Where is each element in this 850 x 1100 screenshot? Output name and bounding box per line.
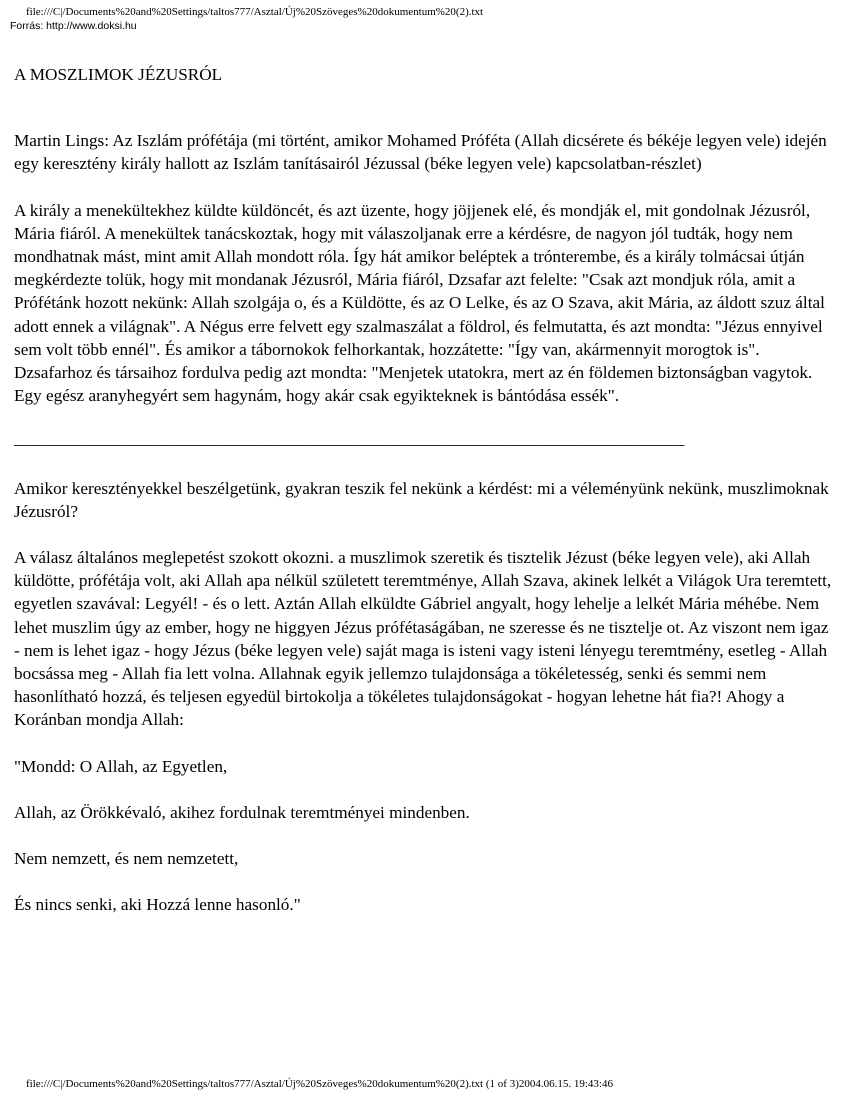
paragraph-answer: A válasz általános meglepetést szokott okozni. a muszlimok szeretik és tisztelik Jézust (béke legyen vele), aki Allah küldötte, prófétája volt, aki Allah apa nélkül született teremtménye, Allah Szava, akinek lelkét a Világok Ura teremtett, egyetlen szavával: Legyél! - és o lett. Aztán Allah elküldte Gábriel angyalt, hogy lehelje a lelkét Mária méhébe. Nem lehet muszlim úgy az ember, hogy ne higgyen Jézus prófétaságában, ne szeresse és ne tisztelje ot. Az viszont nem igaz - nem is lehet igaz - hogy Jézus (béke legyen vele) saját maga is isteni vagy isteni lényegu teremtmény, esetleg - Allah bocsássa meg - Allah fia lett volna. Allahnak egyik jellemzo tulajdonsága a tökéletesség, senki és semmi nem hasonlítható hozzá, és teljesen egyedül birtokolja a tökéletes tulajdonságokat - hogyan lehetne hát fia?! Ahogy a Koránban mondja Allah: [14, 548, 832, 730]
quran-verse-2: Allah, az Örökkévaló, akihez fordulnak teremtményei mindenben. [14, 802, 470, 822]
paragraph-intro: Martin Lings: Az Iszlám prófétája (mi történt, amikor Mohamed Próféta (Allah dicsérete és békéje legyen vele) idején egy keresztény király hallott az Iszlám tanításairól Jézussal (béke legyen vele) kapcsolatban-részlet) [14, 131, 827, 174]
divider-line: ______________________________________________________________________________ [14, 429, 685, 449]
paragraph-question: Amikor keresztényekkel beszélgetünk, gyakran teszik fel nekünk a kérdést: mi a véleményünk nekünk, muszlimoknak Jézusról? [14, 478, 829, 521]
quran-verse-4: És nincs senki, aki Hozzá lenne hasonló." [14, 895, 301, 915]
document-body [14, 63, 834, 916]
quran-verse-1: "Mondd: O Allah, az Egyetlen, [14, 756, 228, 776]
paragraph-story: A király a menekültekhez küldte küldöncét, és azt üzente, hogy jöjjenek elé, és mondják el, mit gondolnak Jézusról, Mária fiáról. A menekültek tanácskoztak, hogy mit válaszoljanak erre a kérdésre, de nagyon jól tudták, hogy nem mondhatnak mást, mint amit Allah mondott róla. Így hát amikor beléptek a trónterembe, és a király tolmácsai útján megkérdezte tolük, hogy mit mondanak Jézusról, Mária fiáról, Dzsafar azt felelte: "Csak azt mondjuk róla, amit a Prófétánk hozott nekünk: Allah szolgája o, és a Küldötte, és az O Lelke, és az O Szava, akit Mária, az áldott szuz által adott ennek a világnak". A Négus erre felvett egy szalmaszálat a földrol, és felmutatta, és azt mondta: "Jézus ennyivel sem volt több ennél". És amikor a tábornokok felhorkantak, hozzátette: "Így van, akármennyit morogtok is". Dzsafarhoz és társaihoz fordulva pedig azt mondta: "Menjetek utatokra, mert az én földemen biztonságban vagytok. Egy egész aranyhegyért sem hagynám, hogy akár csak egyikteknek is bántódása essék". [14, 200, 825, 406]
header-source: Forrás: http://www.doksi.hu [10, 20, 137, 32]
quran-verse-3: Nem nemzett, és nem nemzetett, [14, 849, 239, 869]
footer-file-info: file:///C|/Documents%20and%20Settings/taltos777/Asztal/Új%20Szöveges%20dokumentum%20(2).txt (1 of 3)2004.06.15. 19:43:46 [26, 1078, 613, 1090]
header-file-path: file:///C|/Documents%20and%20Settings/taltos777/Asztal/Új%20Szöveges%20dokumentum%20(2).txt [26, 6, 484, 18]
page-title: A MOSZLIMOK JÉZUSRÓL [14, 65, 223, 84]
